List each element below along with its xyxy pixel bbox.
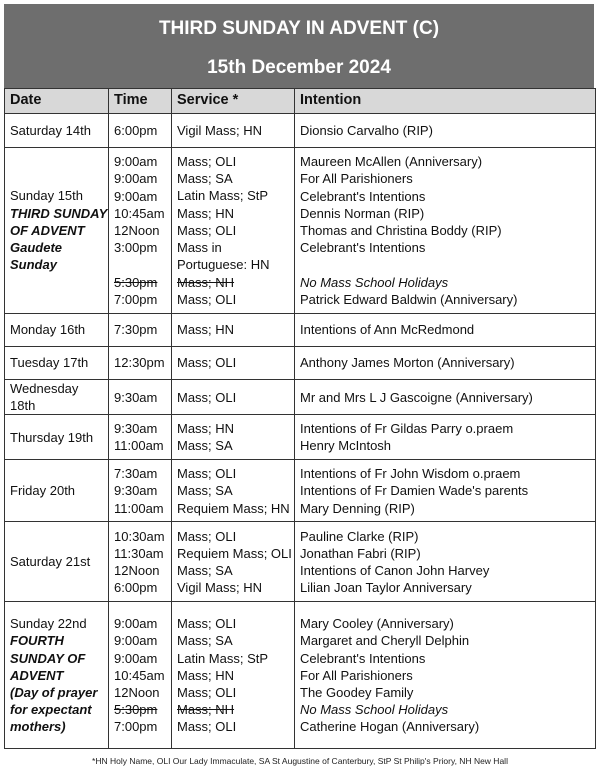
cancelled-service: Mass; NH: [177, 702, 235, 718]
cell-day: Saturday 14th: [5, 114, 109, 148]
table-row: [5, 114, 596, 148]
cell-intention: Intentions of Ann McRedmond: [295, 314, 596, 347]
cell-day: Thursday 19th: [5, 415, 109, 460]
header-row: [5, 89, 596, 114]
liturgical-note: Gaudete: [10, 240, 63, 256]
cell-time: 7:30pm: [109, 314, 172, 347]
col-header-time: Time: [109, 89, 172, 114]
col-header-date: Date: [5, 89, 109, 114]
liturgical-note: OF ADVENT: [10, 222, 85, 238]
table-row: [5, 602, 596, 749]
col-header-intention: Intention: [295, 89, 596, 114]
cell-service: Mass; OLI Mass; SA Latin Mass; StP Mass; HN Mass; OLI Mass; NH Mass; OLI: [172, 602, 295, 749]
liturgical-note: Sunday: [10, 257, 57, 273]
table-row: [5, 314, 596, 347]
cell-intention: Intentions of Fr Gildas Parry o.praem Henry McIntosh: [295, 415, 596, 460]
cell-service: Mass; OLI Mass; SA Latin Mass; StP Mass; HN Mass; OLI Mass in Portuguese: HN Mass; NH Mass; OLI: [172, 148, 295, 314]
table-row: [5, 460, 596, 522]
cell-time: 12:30pm: [109, 347, 172, 380]
cell-service: Mass; OLI: [172, 347, 295, 380]
cell-intention: Maureen McAllen (Anniversary) For All Parishioners Celebrant's Intentions Dennis Norman (RIP) Thomas and Christina Boddy (RIP) Celebrant's Intentions No Mass School Holidays Patrick Edward Baldwin (Anniversary): [295, 148, 596, 314]
cell-time: 9:00am 9:00am 9:00am 10:45am 12Noon 3:00pm 5:30pm 7:00pm: [109, 148, 172, 314]
cancelled-service: Mass; NH: [177, 274, 235, 290]
cancelled-time: 5:30pm: [114, 702, 158, 718]
cell-day: Monday 16th: [5, 314, 109, 347]
cell-day: Tuesday 17th: [5, 347, 109, 380]
liturgical-note: (Day of prayer: [10, 685, 98, 700]
liturgical-note: SUNDAY OF: [10, 650, 86, 666]
cell-service: Mass; HN: [172, 314, 295, 347]
cancelled-note: No Mass School Holidays: [300, 274, 449, 290]
table-row: [5, 347, 596, 380]
cell-day: Friday 20th: [5, 460, 109, 522]
table-row: [5, 380, 596, 415]
liturgical-note: for expectant: [10, 702, 92, 718]
liturgical-note: THIRD SUNDAY: [10, 205, 108, 221]
cell-service: Mass; OLI: [172, 380, 295, 415]
cell-service: Mass; OLI Mass; SA Requiem Mass; HN: [172, 460, 295, 522]
cell-time: 7:30am 9:30am 11:00am: [109, 460, 172, 522]
page-date: 15th December 2024: [207, 57, 391, 78]
table-row: [5, 415, 596, 460]
cell-time: 9:30am: [109, 380, 172, 415]
page-title: THIRD SUNDAY IN ADVENT (C): [158, 18, 440, 39]
liturgical-note: FOURTH: [10, 633, 64, 649]
cell-intention: Intentions of Fr John Wisdom o.praem Intentions of Fr Damien Wade's parents Mary Denning (RIP): [295, 460, 596, 522]
liturgical-note: mothers): [10, 719, 66, 735]
liturgical-note: ADVENT: [10, 667, 64, 683]
cell-day: Saturday 21st: [5, 522, 109, 602]
table-row: [5, 148, 596, 314]
cancelled-note: No Mass School Holidays: [300, 702, 449, 718]
col-header-service: Service *: [172, 89, 295, 114]
cell-time: 9:00am 9:00am 9:00am 10:45am 12Noon 5:30pm 7:00pm: [109, 602, 172, 749]
church-key-footnote: *HN Holy Name, OLI Our Lady Immaculate, SA St Augustine of Canterbury, StP St Philip's Priory, NH New Hall: [92, 756, 508, 766]
cell-time: 6:00pm: [109, 114, 172, 148]
table-row: [5, 522, 596, 602]
cell-service: Vigil Mass; HN: [172, 114, 295, 148]
cell-day: Sunday 15th THIRD SUNDAY OF ADVENT Gaudete Sunday: [5, 148, 109, 314]
title-banner: [4, 4, 594, 88]
cell-service: Mass; HN Mass; SA: [172, 415, 295, 460]
cell-time: 10:30am 11:30am 12Noon 6:00pm: [109, 522, 172, 602]
cell-service: Mass; OLI Requiem Mass; OLI Mass; SA Vigil Mass; HN: [172, 522, 295, 602]
cell-intention: Mary Cooley (Anniversary) Margaret and Cheryll Delphin Celebrant's Intentions For All Parishioners The Goodey Family No Mass School Holidays Catherine Hogan (Anniversary): [295, 602, 596, 749]
cell-intention: Pauline Clarke (RIP) Jonathan Fabri (RIP) Intentions of Canon John Harvey Lilian Joan Taylor Anniversary: [295, 522, 596, 602]
cell-day: Wednesday 18th: [5, 380, 109, 415]
cell-intention: Dionsio Carvalho (RIP): [295, 114, 596, 148]
cell-intention: Mr and Mrs L J Gascoigne (Anniversary): [295, 380, 596, 415]
schedule-table: [4, 88, 596, 749]
cell-time: 9:30am 11:00am: [109, 415, 172, 460]
cancelled-time: 5:30pm: [114, 274, 158, 290]
cell-intention: Anthony James Morton (Anniversary): [295, 347, 596, 380]
cell-day: Sunday 22nd FOURTH SUNDAY OF ADVENT (Day of prayer for expectant mothers): [5, 602, 109, 749]
